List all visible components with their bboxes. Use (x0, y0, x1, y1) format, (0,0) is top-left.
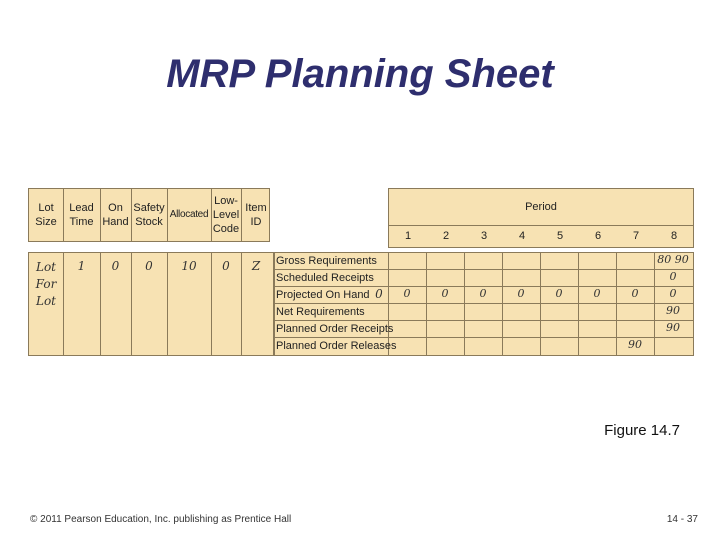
on-hand-value: 0 (111, 259, 120, 273)
item-header-box (28, 188, 270, 242)
grid-column-divider (540, 252, 541, 356)
allocated-value: 10 (181, 259, 197, 273)
safety-stock-header-line2: Stock (135, 216, 163, 228)
on-hand-header-line2: Hand (102, 216, 129, 228)
grid-cell: 90 (628, 338, 642, 351)
period-6-header: 6 (594, 230, 602, 242)
projected-on-hand-start-value: 0 (375, 287, 383, 301)
row-label: Gross Requirements (276, 255, 377, 267)
period-5-header: 5 (556, 230, 564, 242)
figure-caption: Figure 14.7 (604, 422, 680, 439)
grid-cell: 0 (669, 270, 677, 283)
period-3-header: 3 (480, 230, 488, 242)
item-id-value: Z (251, 259, 261, 273)
row-label: Planned Order Receipts (276, 323, 394, 335)
mrp-planning-sheet (28, 188, 694, 356)
safety-stock-header-line1: Safety (133, 202, 165, 214)
grid-cell: 90 (666, 304, 680, 317)
item-id-header-line1: Item (245, 202, 267, 214)
lead-time-header-line2: Time (69, 216, 94, 228)
grid-cell: 0 (517, 287, 525, 300)
low-level-code-value: 0 (222, 259, 230, 273)
grid-column-divider (502, 252, 503, 356)
row-label: Net Requirements (276, 306, 365, 318)
period-4-header: 4 (518, 230, 526, 242)
lot-size-value-line1: Lot (35, 260, 56, 274)
low-level-code-header-line1: Low- (214, 195, 238, 207)
period-7-header: 7 (632, 230, 640, 242)
period-2-header: 2 (442, 230, 450, 242)
row-label: Projected On Hand (276, 289, 370, 301)
allocated-header: Allocated (169, 209, 209, 220)
grid-cell: 0 (669, 287, 677, 300)
grid-column-divider (464, 252, 465, 356)
grid-cell: 0 (631, 287, 639, 300)
grid-cell: 0 (593, 287, 601, 300)
safety-stock-value: 0 (145, 259, 153, 273)
low-level-code-header-line3: Code (212, 223, 240, 235)
grid-cell: 90 (666, 321, 680, 334)
item-id-header-line2: ID (250, 216, 262, 228)
on-hand-header-line1: On (108, 202, 123, 214)
footer-page-number: 14 - 37 (666, 514, 698, 525)
grid-cell: 0 (555, 287, 563, 300)
grid-cell: 0 (441, 287, 449, 300)
lead-time-header-line1: Lead (69, 202, 94, 214)
row-label: Scheduled Receipts (276, 272, 374, 284)
period-8-header: 8 (670, 230, 678, 242)
item-values-box (28, 252, 274, 356)
footer-copyright: © 2011 Pearson Education, Inc. publishing as Prentice Hall (30, 514, 292, 525)
grid-cell: 0 (403, 287, 411, 300)
page-title: MRP Planning Sheet (166, 52, 554, 96)
lot-size-value-line3: Lot (35, 294, 56, 308)
lot-size-header-line1: Lot (38, 202, 54, 214)
grid-column-divider (426, 252, 427, 356)
lot-size-header-line2: Size (35, 216, 57, 228)
period-header-box (388, 188, 694, 248)
row-label: Planned Order Releases (276, 340, 397, 352)
period-1-header: 1 (404, 230, 412, 242)
lot-size-value-line2: For (35, 277, 57, 291)
low-level-code-header-line2: Level (212, 209, 240, 221)
grid-cell: 0 (479, 287, 487, 300)
grid-column-divider (578, 252, 579, 356)
lead-time-value: 1 (77, 259, 86, 273)
grid-cell: 80 90 (657, 253, 689, 266)
period-header: Period (525, 201, 557, 213)
